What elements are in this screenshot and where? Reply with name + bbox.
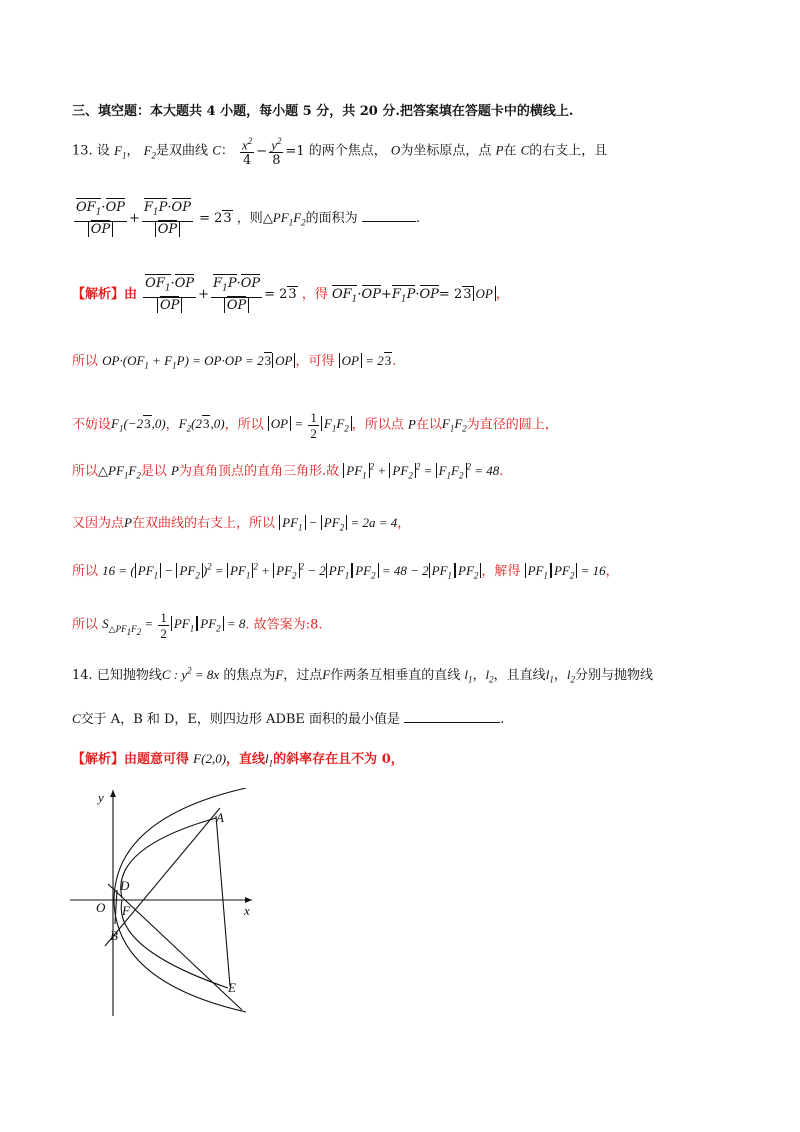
formula: $S_{\triangle PF_1F_2}$ = $\frac{1}{2}$ $PF_1$ $PF_2 = 8$ (102, 610, 246, 641)
q14-text: 交于 A，B 和 D，E，则四边形 ADBE 面积的最小值是 (80, 712, 401, 727)
section-title: 三、填空题：本大题共 4 小题，每小题 5 分，共 20 分.把答案填在答题卡中的横线上. (72, 104, 574, 119)
sol14-text: ，直线 (226, 752, 266, 767)
math-C: C (520, 142, 530, 158)
math-l2: $l_2$ (566, 667, 575, 685)
sol13-text: ，所以 (224, 417, 264, 433)
formula: $PF_1 - PF_2 = 2a = 4$ (279, 515, 397, 530)
formula: $F_2(23,0)$ (178, 416, 225, 435)
math-F-point: F(2,0) (193, 751, 227, 766)
sol13-text: 为直径的圆上， (466, 417, 558, 433)
q14-text: . (500, 712, 505, 727)
sol13-line2: 所以 $OP\cdot(OF_1 + F_1P) = OP\cdot OP = 23$ OP ，可得 OP = 23. (72, 353, 397, 371)
sol13-text: 又因为点 (72, 516, 125, 531)
sol13-text: ，解得 (481, 564, 521, 579)
point-label-D: D (120, 878, 130, 893)
math-l2: $l_2$ (485, 667, 494, 685)
q13-text: 的右支上，且 (529, 143, 608, 159)
formula: $PF_1^2 + PF_2^2 = F_1F_2^2 = 48$ (343, 463, 499, 478)
sol14-line1 (72, 748, 404, 769)
sol13-text: 为直角顶点的直角三角形.故 (178, 464, 340, 479)
sol13-text: 所以 (72, 564, 99, 579)
q14-number: 14. (72, 668, 93, 683)
q13-text: 在 (503, 143, 517, 159)
q13-number: 13. (72, 143, 93, 159)
formula: $OF_1\cdot OP+F_1P\cdot OP= 23$ OP (332, 287, 496, 302)
point-label-F: F (122, 903, 130, 918)
q13-text: 设 (96, 143, 110, 159)
parabola-figure (70, 788, 270, 1018)
math-l1: $l_1$ (464, 667, 473, 685)
sol13-text: 在双曲线的右支上，所以 (131, 516, 275, 531)
formula: 16 = ( $PF_1 - PF_2$ )$^2 = PF_1^2 + PF_2^2 - 2$ $PF_1$ $PF_2 = 48 - 2$ $PF_1$ $PF_2$ (102, 563, 481, 578)
q13-text: ，则 (236, 210, 263, 226)
chord-AE (216, 816, 230, 986)
math-F1: $F_1$ (113, 142, 127, 161)
q14-stem-line2 (72, 708, 504, 727)
sol13-text: ， (165, 417, 179, 433)
y-label: y (98, 790, 104, 805)
sol13-line5: 又因为点P在双曲线的右支上，所以 $PF_1 - PF_2 = 2a = 4$， (72, 515, 411, 533)
math-P: P (124, 515, 132, 530)
point-label-A: A (216, 810, 224, 825)
formula: OP = 23 (339, 352, 393, 368)
q14-stem-line1: 14. 已知抛物线C : $y^2 = 8x$ 的焦点为F，过点F作两条互相垂直的直线 $l_1$，$l_2$，且直线$l_1$，$l_2$分别与抛物线 (72, 665, 653, 685)
hyperbola-equation: $\frac{x^2}{4}$ − $\frac{y^2}{8}$ =1 (242, 136, 309, 169)
q13-text: . (415, 210, 420, 226)
math-l1: $l_1$ (545, 667, 554, 685)
analysis-tag: 【解析】 (72, 752, 125, 767)
sol13-line4: 所以$\triangle PF_1F_2$是以 P为直角顶点的直角三角形.故 $PF_1^2 + PF_2^2 = F_1F_2^2 = 48$. (72, 461, 504, 481)
condition-formula: $\frac{OF_1\cdot OP}{OP}$ + $\frac{F_1P\cdot OP}{OP}$ = 23 (76, 200, 232, 237)
formula: $\frac{OF_1\cdot OP}{OP}$ + $\frac{F_1P\cdot OP}{OP}$ = 23 (145, 276, 297, 313)
sol13-text: ，得 (301, 286, 328, 302)
answer-blank[interactable] (362, 221, 416, 222)
sol13-line3 (72, 410, 558, 441)
parabola-equation: C : $y^2 = 8x$ (161, 665, 220, 682)
sol13-text: ， (495, 286, 509, 302)
math-C: C (212, 142, 221, 158)
math-P: P (407, 416, 416, 432)
x-label: x (244, 903, 250, 918)
q13-text: 为坐标原点，点 (400, 143, 492, 159)
q14-text: 分别与抛物线 (574, 668, 653, 683)
q13-text: 的面积为 (305, 210, 358, 226)
y-arrow-icon (110, 790, 116, 797)
math-P: P (171, 463, 179, 478)
sol14-text: 的斜率存在且不为 0， (273, 752, 404, 767)
q13-condition-line (72, 200, 420, 237)
math-O: O (390, 142, 401, 158)
formula: $OP\cdot(OF_1 + F_1P) = OP\cdot OP = 23$ OP (102, 353, 295, 368)
sol13-text: 所以 (72, 354, 99, 369)
sol13-text: 是以 (140, 464, 167, 479)
sol13-text: 由 (124, 286, 138, 302)
math-F1F2: $F_1F_2$ (441, 416, 467, 435)
q14-text: 作两条互相垂直的直线 (330, 668, 461, 683)
sol13-line1 (72, 276, 509, 313)
triangle-PF1F2: $\triangle PF_1F_2$ (262, 209, 306, 228)
sol13-line6: 所以 16 = ( $PF_1 - PF_2$ )$^2 = PF_1^2 + PF_2^2 - 2$ $PF_1$ $PF_2 = 48 - 2$ $PF_1$ $PF_2$ ，解得 $PF_1$ $PF_2 = 16$， (72, 561, 619, 581)
q13-stem-line1: 13. 设 $F_1$， $F_2$是双曲线 C： $\frac{x^2}{4}$ − $\frac{y^2}{8}$ =1 的两个焦点， O为坐标原点，点 P在 C的右支上，且 (72, 136, 608, 169)
sol13-text: 所以 (72, 617, 99, 633)
sol14-text: 由题意可得 (124, 752, 190, 767)
point-label-O: O (96, 900, 106, 915)
triangle-PF1F2: $\triangle PF_1F_2$ (98, 463, 141, 481)
math-P: P (495, 142, 504, 158)
q14-text: ，且直线 (493, 668, 546, 683)
sol13-text: 不妨设 (72, 417, 112, 433)
point-label-B: B (110, 928, 118, 943)
q14-text: 的焦点为 (223, 668, 276, 683)
q14-text: ，过点 (283, 668, 323, 683)
formula: $PF_1$ $PF_2 = 16$ (525, 563, 606, 578)
q14-text: 已知抛物线 (96, 668, 162, 683)
sol13-text: ，可得 (295, 354, 335, 369)
math-C: C (72, 711, 81, 726)
q13-text: 是双曲线 (156, 143, 209, 159)
math-l1: $l_1$ (265, 751, 274, 769)
math-F2: $F_2$ (143, 142, 157, 161)
answer-blank[interactable] (404, 722, 500, 723)
point-label-E: E (228, 980, 236, 995)
sol13-text: 所以 (72, 464, 99, 479)
sol13-text: 在以 (415, 417, 442, 433)
analysis-tag: 【解析】 (72, 286, 125, 302)
formula: $F_1(-23,0)$ (111, 416, 166, 435)
sol13-line7 (72, 610, 322, 641)
arc-curve (121, 900, 228, 988)
q13-text: 的两个焦点， (308, 143, 387, 159)
sol13-text: . 故答案为:8. (245, 617, 323, 633)
formula: OP = $\frac{1}{2}$ $F_1F_2$ (268, 416, 352, 431)
sol13-text: ，所以点 (351, 417, 404, 433)
